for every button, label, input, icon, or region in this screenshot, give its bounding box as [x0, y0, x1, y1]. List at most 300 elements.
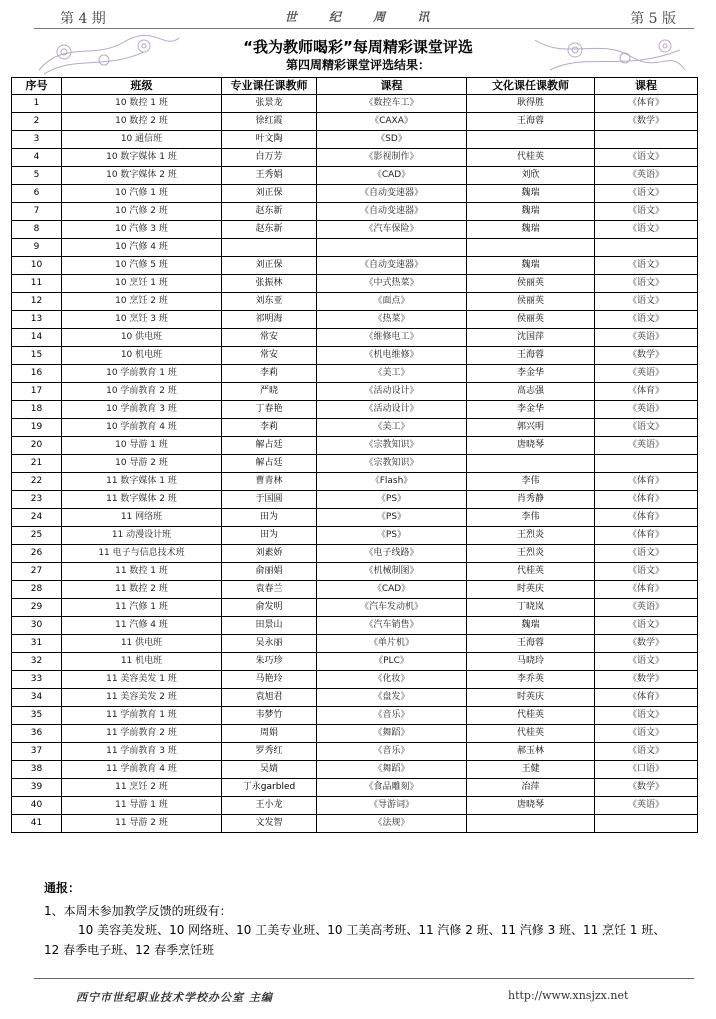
cell-major-course: 《影视制作》 — [317, 149, 467, 167]
cell-index: 17 — [12, 383, 62, 401]
cell-culture-teacher: 魏瑞 — [467, 185, 595, 203]
cell-culture-course: 《数学》 — [595, 113, 698, 131]
table-row — [12, 221, 698, 239]
cell-major-teacher: 王小龙 — [222, 797, 317, 815]
cell-culture-teacher: 魏瑞 — [467, 221, 595, 239]
table-row — [12, 95, 698, 113]
cell-major-teacher: 祁明海 — [222, 311, 317, 329]
table-row — [12, 689, 698, 707]
cell-class: 11 数字媒体 1 班 — [62, 473, 222, 491]
cell-culture-teacher: 代桂英 — [467, 563, 595, 581]
cell-index: 28 — [12, 581, 62, 599]
cell-culture-teacher — [467, 131, 595, 149]
cell-class: 10 汽修 2 班 — [62, 203, 222, 221]
table-row — [12, 491, 698, 509]
cell-index: 37 — [12, 743, 62, 761]
table-row — [12, 203, 698, 221]
cell-major-teacher: 李莉 — [222, 419, 317, 437]
cell-index: 24 — [12, 509, 62, 527]
cell-class: 11 动漫设计班 — [62, 527, 222, 545]
cell-culture-teacher: 丁晓岚 — [467, 599, 595, 617]
table-row — [12, 401, 698, 419]
cell-major-course: 《维修电工》 — [317, 329, 467, 347]
table-row — [12, 185, 698, 203]
notice-item: 1、本周未参加教学反馈的班级有： — [44, 904, 232, 918]
cell-culture-teacher: 唐晓琴 — [467, 437, 595, 455]
footer-rule — [34, 978, 694, 979]
table-row — [12, 329, 698, 347]
cell-index: 29 — [12, 599, 62, 617]
cell-culture-course: 《数学》 — [595, 671, 698, 689]
cell-index: 35 — [12, 707, 62, 725]
cell-major-teacher: 徐红霞 — [222, 113, 317, 131]
cell-culture-teacher: 肖秀静 — [467, 491, 595, 509]
table-row — [12, 167, 698, 185]
cell-culture-teacher: 李金华 — [467, 401, 595, 419]
cell-culture-teacher: 王海蓉 — [467, 113, 595, 131]
cell-index: 11 — [12, 275, 62, 293]
cell-culture-course: 《体育》 — [595, 509, 698, 527]
cell-major-course: 《音乐》 — [317, 707, 467, 725]
cell-culture-teacher: 代桂英 — [467, 707, 595, 725]
cell-index: 6 — [12, 185, 62, 203]
cell-major-teacher: 张振林 — [222, 275, 317, 293]
cell-culture-teacher: 侯丽英 — [467, 275, 595, 293]
masthead: 世 纪 周 讯 — [284, 10, 444, 24]
table-row — [12, 239, 698, 257]
cell-culture-teacher: 代桂英 — [467, 149, 595, 167]
cell-major-course: 《舞蹈》 — [317, 725, 467, 743]
cell-major-teacher: 马艳玲 — [222, 671, 317, 689]
cell-culture-teacher: 马晓玲 — [467, 653, 595, 671]
cell-culture-course: 《体育》 — [595, 581, 698, 599]
footer-editor: 西宁市世纪职业技术学校办公室 主编 — [76, 991, 273, 1004]
cell-index: 2 — [12, 113, 62, 131]
cell-culture-teacher: 李乔英 — [467, 671, 595, 689]
cell-culture-teacher — [467, 815, 595, 833]
cell-culture-teacher: 魏瑞 — [467, 617, 595, 635]
cell-culture-course — [595, 239, 698, 257]
table-row — [12, 131, 698, 149]
page-subtitle: 第四周精彩课堂评选结果： — [285, 58, 430, 72]
cell-major-teacher: 田景山 — [222, 617, 317, 635]
table-row — [12, 617, 698, 635]
cell-culture-teacher: 王健 — [467, 761, 595, 779]
cell-major-teacher: 严晓 — [222, 383, 317, 401]
header-rule — [34, 28, 694, 29]
cell-major-teacher: 周娟 — [222, 725, 317, 743]
cell-major-teacher: 张景龙 — [222, 95, 317, 113]
cell-major-teacher: 于国圆 — [222, 491, 317, 509]
table-row — [12, 815, 698, 833]
cell-index: 14 — [12, 329, 62, 347]
cell-class: 10 汽修 5 班 — [62, 257, 222, 275]
cell-culture-course: 《体育》 — [595, 473, 698, 491]
cell-index: 8 — [12, 221, 62, 239]
cell-culture-course: 《语文》 — [595, 257, 698, 275]
cell-index: 25 — [12, 527, 62, 545]
cell-index: 3 — [12, 131, 62, 149]
cell-major-teacher: 袁旭君 — [222, 689, 317, 707]
cell-major-teacher: 刘正保 — [222, 257, 317, 275]
cell-major-teacher: 李莉 — [222, 365, 317, 383]
cell-major-course: 《导游词》 — [317, 797, 467, 815]
table-row — [12, 149, 698, 167]
cell-culture-course: 《语文》 — [595, 185, 698, 203]
cell-major-teacher: 文发智 — [222, 815, 317, 833]
cell-major-teacher: 罗秀红 — [222, 743, 317, 761]
table-row — [12, 473, 698, 491]
cell-culture-course: 《英语》 — [595, 401, 698, 419]
cell-class: 10 学前教育 2 班 — [62, 383, 222, 401]
cell-culture-course: 《体育》 — [595, 689, 698, 707]
cell-major-teacher: 朱巧珍 — [222, 653, 317, 671]
cell-culture-teacher: 刘欣 — [467, 167, 595, 185]
cell-index: 23 — [12, 491, 62, 509]
cell-index: 22 — [12, 473, 62, 491]
table-header-row — [12, 78, 698, 95]
cell-class: 10 学前教育 1 班 — [62, 365, 222, 383]
cell-culture-course: 《数学》 — [595, 347, 698, 365]
cell-major-course: 《汽车保险》 — [317, 221, 467, 239]
cell-major-teacher: 叶文陶 — [222, 131, 317, 149]
page-header — [34, 6, 694, 28]
cell-culture-teacher: 冶萍 — [467, 779, 595, 797]
cell-major-course: 《机电维修》 — [317, 347, 467, 365]
cell-culture-teacher — [467, 455, 595, 473]
cell-class: 10 数字媒体 2 班 — [62, 167, 222, 185]
table-row — [12, 311, 698, 329]
cell-major-teacher: 田为 — [222, 527, 317, 545]
cell-culture-teacher: 高志强 — [467, 383, 595, 401]
cell-class: 10 汽修 3 班 — [62, 221, 222, 239]
cell-culture-course: 《语文》 — [595, 221, 698, 239]
cell-major-teacher: 赵东新 — [222, 203, 317, 221]
cell-major-teacher: 刘素娇 — [222, 545, 317, 563]
cell-major-course: 《机械制图》 — [317, 563, 467, 581]
cell-culture-course: 《语文》 — [595, 563, 698, 581]
cell-culture-course: 《语文》 — [595, 617, 698, 635]
cell-index: 15 — [12, 347, 62, 365]
cell-culture-teacher: 王烈炎 — [467, 527, 595, 545]
cell-class: 11 美容美发 2 班 — [62, 689, 222, 707]
cell-major-teacher: 吴永丽 — [222, 635, 317, 653]
cell-index: 31 — [12, 635, 62, 653]
cell-culture-course: 《英语》 — [595, 797, 698, 815]
cell-major-course: 《音乐》 — [317, 743, 467, 761]
cell-index: 41 — [12, 815, 62, 833]
table-row — [12, 383, 698, 401]
cell-culture-course: 《语文》 — [595, 203, 698, 221]
col-header-major-course: 课程 — [317, 78, 467, 95]
cell-class: 11 数字媒体 2 班 — [62, 491, 222, 509]
cell-index: 33 — [12, 671, 62, 689]
cell-major-course: 《CAXA》 — [317, 113, 467, 131]
cell-class: 10 烹饪 3 班 — [62, 311, 222, 329]
cell-index: 18 — [12, 401, 62, 419]
table-row — [12, 581, 698, 599]
cell-major-teacher: 俞发明 — [222, 599, 317, 617]
cell-major-teacher: 王秀娟 — [222, 167, 317, 185]
cell-class: 10 烹饪 1 班 — [62, 275, 222, 293]
cell-class: 10 烹饪 2 班 — [62, 293, 222, 311]
cell-major-course: 《盘发》 — [317, 689, 467, 707]
cell-culture-course: 《语文》 — [595, 311, 698, 329]
cell-class: 11 学前教育 4 班 — [62, 761, 222, 779]
cell-major-teacher: 刘正保 — [222, 185, 317, 203]
cell-culture-teacher — [467, 239, 595, 257]
notice-heading: 通报： — [44, 881, 81, 895]
cell-major-course: 《PS》 — [317, 527, 467, 545]
cell-class: 11 美容美发 1 班 — [62, 671, 222, 689]
cell-class: 10 导游 2 班 — [62, 455, 222, 473]
table-row — [12, 437, 698, 455]
cell-major-course: 《自动变速器》 — [317, 203, 467, 221]
cell-major-course: 《美工》 — [317, 365, 467, 383]
table-row — [12, 275, 698, 293]
table-row — [12, 707, 698, 725]
cell-major-course: 《宗教知识》 — [317, 455, 467, 473]
cell-culture-course: 《语文》 — [595, 149, 698, 167]
cell-culture-course: 《语文》 — [595, 707, 698, 725]
results-table — [11, 77, 698, 833]
cell-major-teacher: 俞丽娟 — [222, 563, 317, 581]
cell-class: 10 汽修 1 班 — [62, 185, 222, 203]
cell-culture-course: 《语文》 — [595, 275, 698, 293]
cell-culture-course: 《数学》 — [595, 635, 698, 653]
cell-class: 10 机电班 — [62, 347, 222, 365]
cell-culture-course: 《体育》 — [595, 527, 698, 545]
cell-culture-teacher: 魏瑞 — [467, 257, 595, 275]
table-row — [12, 563, 698, 581]
cell-culture-teacher: 沈国萍 — [467, 329, 595, 347]
cell-major-course: 《PLC》 — [317, 653, 467, 671]
table-row — [12, 653, 698, 671]
cell-index: 39 — [12, 779, 62, 797]
cell-index: 27 — [12, 563, 62, 581]
cell-culture-course: 《体育》 — [595, 383, 698, 401]
cell-class: 11 学前教育 1 班 — [62, 707, 222, 725]
cell-major-course: 《自动变速器》 — [317, 185, 467, 203]
table-row — [12, 743, 698, 761]
cell-class: 11 机电班 — [62, 653, 222, 671]
table-row — [12, 293, 698, 311]
cell-major-course: 《宗教知识》 — [317, 437, 467, 455]
cell-culture-course — [595, 815, 698, 833]
table-row — [12, 113, 698, 131]
notice-class-list: 10 美容美发班、10 网络班、10 工美专业班、10 工美高考班、11 汽修 2 班、11 汽修 3 班、11 烹饪 1 班、12 春季电子班、12 春季烹饪班 — [44, 923, 666, 957]
cell-major-course: 《Flash》 — [317, 473, 467, 491]
cell-major-teacher: 解占廷 — [222, 437, 317, 455]
cell-class: 10 学前教育 4 班 — [62, 419, 222, 437]
cell-culture-teacher: 侯丽英 — [467, 293, 595, 311]
cell-culture-course: 《体育》 — [595, 491, 698, 509]
cell-class: 10 供电班 — [62, 329, 222, 347]
cell-major-course: 《自动变速器》 — [317, 257, 467, 275]
cell-major-teacher — [222, 239, 317, 257]
issue-left: 第 4 期 — [60, 11, 106, 27]
cell-index: 1 — [12, 95, 62, 113]
cell-culture-course: 《语文》 — [595, 293, 698, 311]
cell-culture-course: 《语文》 — [595, 653, 698, 671]
cell-culture-course — [595, 455, 698, 473]
cell-class: 11 烹饪 2 班 — [62, 779, 222, 797]
col-header-culture-course: 课程 — [595, 78, 698, 95]
cell-major-teacher: 丁永garbled — [222, 779, 317, 797]
cell-index: 26 — [12, 545, 62, 563]
cell-culture-teacher: 耿得胜 — [467, 95, 595, 113]
cell-culture-teacher: 王海蓉 — [467, 635, 595, 653]
issue-right: 第 5 版 — [630, 11, 676, 27]
cell-index: 5 — [12, 167, 62, 185]
cell-index: 34 — [12, 689, 62, 707]
cell-index: 36 — [12, 725, 62, 743]
col-header-culture-teacher: 文化课任课教师 — [467, 78, 595, 95]
cell-index: 32 — [12, 653, 62, 671]
table-row — [12, 527, 698, 545]
cell-culture-course: 《英语》 — [595, 599, 698, 617]
cell-major-course: 《CAD》 — [317, 581, 467, 599]
cell-class: 10 学前教育 3 班 — [62, 401, 222, 419]
cell-major-teacher: 刘东亚 — [222, 293, 317, 311]
cell-culture-course: 《语文》 — [595, 743, 698, 761]
cell-class: 11 学前教育 2 班 — [62, 725, 222, 743]
cell-class: 10 导游 1 班 — [62, 437, 222, 455]
table-row — [12, 365, 698, 383]
footer-url[interactable]: http://www.xnsjzx.net — [508, 989, 629, 1002]
cell-index: 38 — [12, 761, 62, 779]
cell-index: 12 — [12, 293, 62, 311]
cell-culture-teacher: 唐晓琴 — [467, 797, 595, 815]
cell-major-teacher: 赵东新 — [222, 221, 317, 239]
cell-class: 10 汽修 4 班 — [62, 239, 222, 257]
cell-major-course: 《中式热菜》 — [317, 275, 467, 293]
cell-culture-course: 《英语》 — [595, 329, 698, 347]
cell-culture-course: 《数学》 — [595, 779, 698, 797]
cell-culture-teacher: 郝玉林 — [467, 743, 595, 761]
cell-major-course — [317, 239, 467, 257]
cell-culture-teacher: 郭兴明 — [467, 419, 595, 437]
cell-major-teacher: 常安 — [222, 347, 317, 365]
table-row — [12, 545, 698, 563]
cell-culture-teacher: 时英庆 — [467, 581, 595, 599]
cell-major-teacher: 韦梦竹 — [222, 707, 317, 725]
cell-culture-teacher: 侯丽英 — [467, 311, 595, 329]
cell-major-teacher: 常安 — [222, 329, 317, 347]
cell-major-teacher: 丁春艳 — [222, 401, 317, 419]
cell-culture-teacher: 王海蓉 — [467, 347, 595, 365]
cell-culture-teacher: 李伟 — [467, 509, 595, 527]
cell-culture-course: 《语文》 — [595, 725, 698, 743]
cell-index: 7 — [12, 203, 62, 221]
table-row — [12, 797, 698, 815]
cell-major-course: 《汽车发动机》 — [317, 599, 467, 617]
cell-class: 11 学前教育 3 班 — [62, 743, 222, 761]
cell-major-course: 《活动设计》 — [317, 401, 467, 419]
cell-major-teacher: 田为 — [222, 509, 317, 527]
col-header-major-teacher: 专业课任课教师 — [222, 78, 317, 95]
table-row — [12, 419, 698, 437]
cell-index: 13 — [12, 311, 62, 329]
cell-major-teacher: 吴婧 — [222, 761, 317, 779]
cell-major-course: 《美工》 — [317, 419, 467, 437]
table-row — [12, 455, 698, 473]
cell-culture-course: 《语文》 — [595, 545, 698, 563]
cell-major-course: 《化妆》 — [317, 671, 467, 689]
cell-culture-course: 《口语》 — [595, 761, 698, 779]
cell-culture-course: 《英语》 — [595, 365, 698, 383]
cell-culture-course: 《语文》 — [595, 419, 698, 437]
page-title: “我为教师喝彩”每周精彩课堂评选 — [243, 38, 473, 56]
cell-major-course: 《PS》 — [317, 491, 467, 509]
cell-culture-teacher: 魏瑞 — [467, 203, 595, 221]
cell-index: 20 — [12, 437, 62, 455]
cell-major-course: 《法规》 — [317, 815, 467, 833]
table-row — [12, 347, 698, 365]
cell-major-teacher: 曹青林 — [222, 473, 317, 491]
cell-index: 16 — [12, 365, 62, 383]
cell-major-course: 《热菜》 — [317, 311, 467, 329]
cell-major-course: 《电子线路》 — [317, 545, 467, 563]
cell-class: 11 汽修 4 班 — [62, 617, 222, 635]
cell-major-course: 《舞蹈》 — [317, 761, 467, 779]
cell-class: 11 汽修 1 班 — [62, 599, 222, 617]
table-row — [12, 671, 698, 689]
table-row — [12, 725, 698, 743]
cell-index: 4 — [12, 149, 62, 167]
cell-culture-teacher: 李伟 — [467, 473, 595, 491]
cell-class: 11 供电班 — [62, 635, 222, 653]
cell-major-course: 《面点》 — [317, 293, 467, 311]
cell-major-course: 《汽车销售》 — [317, 617, 467, 635]
cell-index: 9 — [12, 239, 62, 257]
cell-culture-teacher: 李金华 — [467, 365, 595, 383]
cell-major-course: 《食品雕刻》 — [317, 779, 467, 797]
cell-class: 11 导游 1 班 — [62, 797, 222, 815]
cell-index: 30 — [12, 617, 62, 635]
table-row — [12, 779, 698, 797]
cell-class: 10 数控 1 班 — [62, 95, 222, 113]
cell-major-teacher: 解占廷 — [222, 455, 317, 473]
cell-class: 11 导游 2 班 — [62, 815, 222, 833]
cell-culture-course: 《英语》 — [595, 167, 698, 185]
table-row — [12, 635, 698, 653]
cell-major-course: 《SD》 — [317, 131, 467, 149]
cell-culture-teacher: 王烈炎 — [467, 545, 595, 563]
col-header-class: 班级 — [62, 78, 222, 95]
cell-class: 11 网络班 — [62, 509, 222, 527]
cell-culture-course: 《英语》 — [595, 437, 698, 455]
cell-culture-course: 《体育》 — [595, 95, 698, 113]
cell-major-course: 《CAD》 — [317, 167, 467, 185]
cell-major-teacher: 白万芳 — [222, 149, 317, 167]
cell-class: 10 数字媒体 1 班 — [62, 149, 222, 167]
cell-index: 19 — [12, 419, 62, 437]
cell-major-teacher: 袁春兰 — [222, 581, 317, 599]
col-header-index: 序号 — [12, 78, 62, 95]
cell-index: 40 — [12, 797, 62, 815]
cell-culture-teacher: 时英庆 — [467, 689, 595, 707]
cell-class: 10 数控 2 班 — [62, 113, 222, 131]
cell-index: 21 — [12, 455, 62, 473]
cell-major-course: 《单片机》 — [317, 635, 467, 653]
cell-index: 10 — [12, 257, 62, 275]
table-row — [12, 761, 698, 779]
table-row — [12, 599, 698, 617]
cell-class: 11 数控 2 班 — [62, 581, 222, 599]
table-row — [12, 509, 698, 527]
cell-culture-course — [595, 131, 698, 149]
